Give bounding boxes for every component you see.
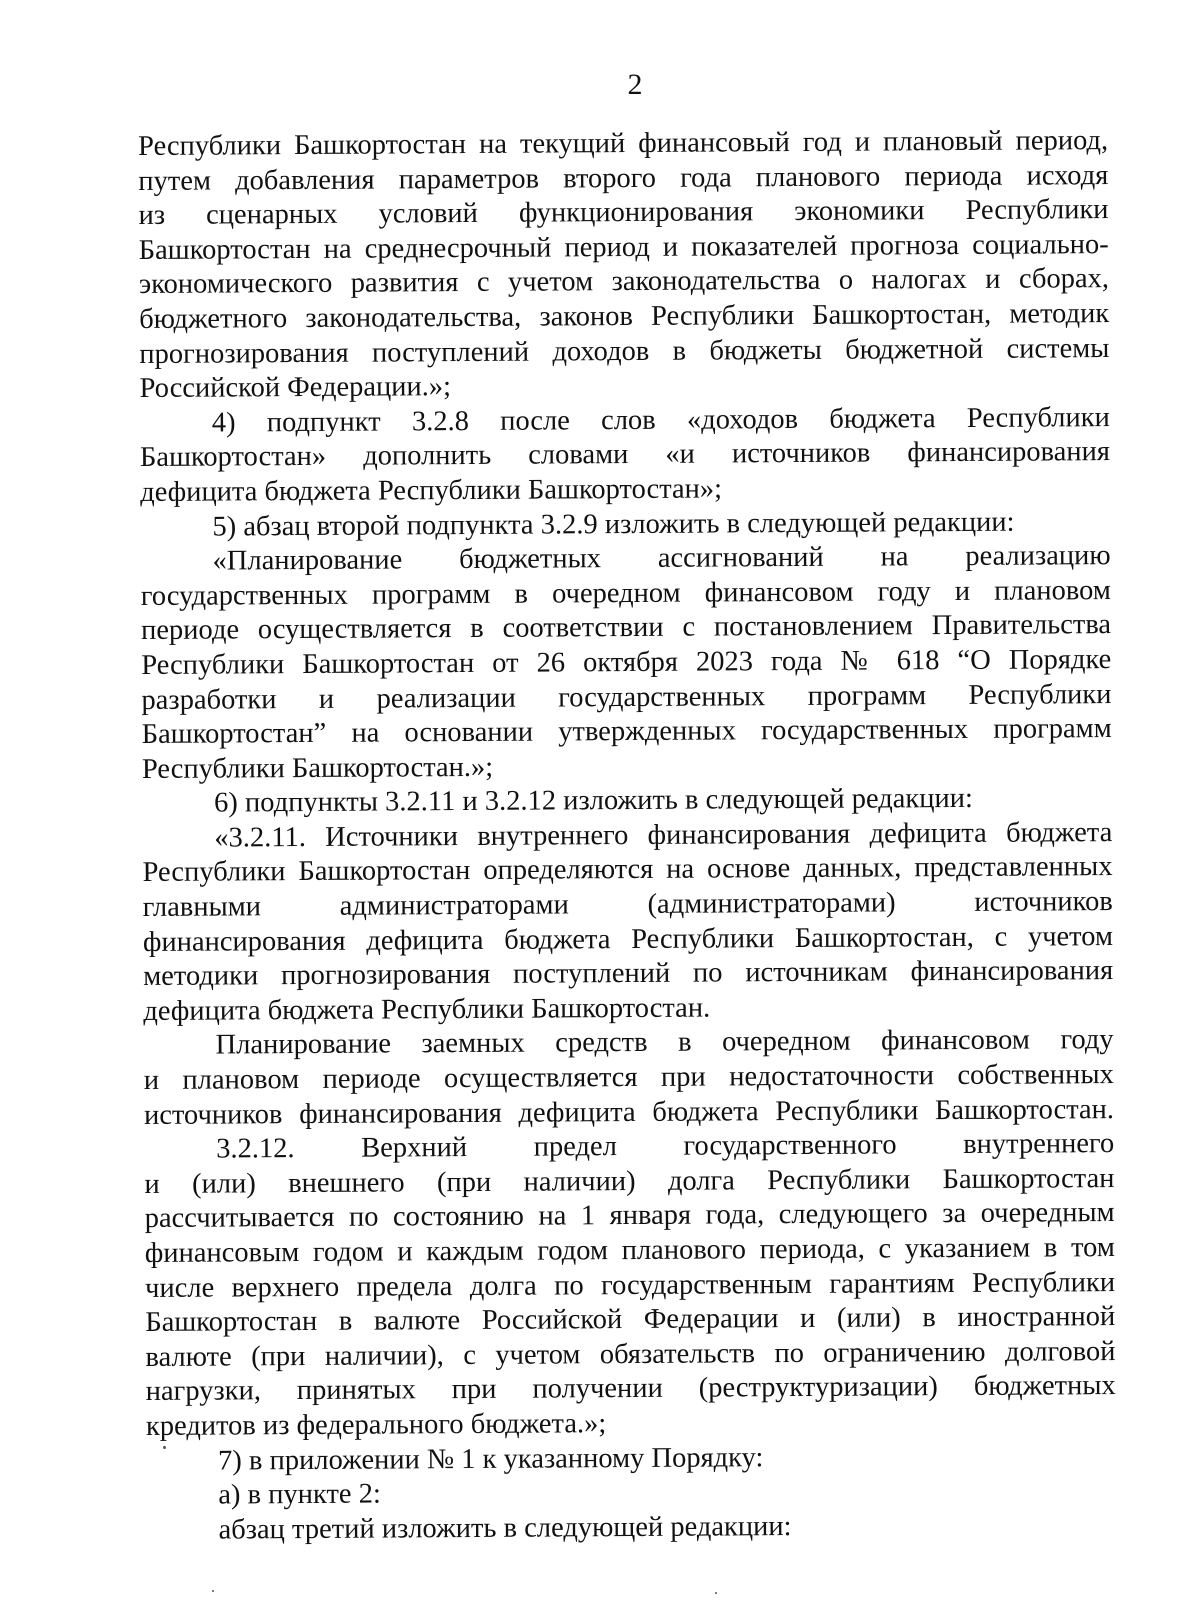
scan-speck <box>212 1590 214 1592</box>
text-line: «3.2.11. Источники внутреннего финансирования дефицита бюджета <box>214 816 1113 854</box>
text-line: финансовым годом и каждым годом планового периода, с указанием в том <box>144 1232 1115 1269</box>
text-line: разработки и реализации государственных программ Республики <box>141 678 1112 716</box>
text-line: Башкортостан» дополнить словами «и источников финансирования <box>139 436 1111 474</box>
text-line: 7) в приложении № 1 к указанному Порядку: <box>218 1441 764 1477</box>
text-line: Республики Башкортостан на текущий финансовый год и плановый период, <box>138 125 1109 162</box>
text-line: 5) абзац второй подпункта 3.2.9 изложить в следующей редакции: <box>212 506 1015 543</box>
text-line: Республики Башкортостан.»; <box>141 751 494 785</box>
text-line: Республики Башкортостан определяются на основе данных, представленных <box>142 851 1113 889</box>
text-line: 6) подпункты 3.2.11 и 3.2.12 изложить в следующей редакции: <box>214 783 974 819</box>
text-line: Российской Федерации.»; <box>139 371 452 405</box>
scan-speck <box>163 1446 166 1449</box>
text-line: валюте (при наличии), с учетом обязательств по ограничению долговой <box>145 1335 1116 1373</box>
text-line: периоде осуществляется в соответствии с постановлением Правительства <box>140 609 1112 647</box>
text-line: государственных программ в очередном финансовом году и плановом <box>140 574 1111 612</box>
text-line: прогнозирования поступлений доходов в бюджеты бюджетной системы <box>139 332 1110 370</box>
text-line: главными администраторами (администраторами) источников <box>142 886 1113 924</box>
text-line: из сценарных условий функционирования экономики Республики <box>138 194 1109 232</box>
text-line: рассчитывается по состоянию на 1 января года, следующего за очередным <box>144 1197 1115 1235</box>
scan-speck <box>715 1592 717 1594</box>
text-line: дефицита бюджета Республики Башкортостан. <box>143 992 711 1027</box>
text-line: Башкортостан на среднесрочный период и показателей прогноза социально- <box>138 228 1109 266</box>
text-line: кредитов из федерального бюджета.»; <box>145 1408 607 1442</box>
text-line: источников финансирования дефицита бюджета Республики Башкортостан. <box>143 1093 1115 1131</box>
text-line: бюджетного законодательства, законов Республики Башкортостан, методик <box>139 298 1110 335</box>
text-line: и (или) внешнего (при наличии) долга Республики Башкортостан <box>144 1162 1115 1200</box>
text-line: числе верхнего предела долга по государственным гарантиям Республики <box>144 1266 1116 1304</box>
text-line: финансирования дефицита бюджета Республики Башкортостан, с учетом <box>142 920 1114 958</box>
text-line: Планирование заемных средств в очередном финансовом году <box>215 1024 1114 1061</box>
document-body <box>138 124 1117 1548</box>
text-line: нагрузки, принятых при получении (реструктуризации) бюджетных <box>145 1370 1116 1408</box>
text-line: 3.2.12. Верхний предел государственного внутреннего <box>216 1128 1115 1165</box>
text-line: 4) подпункт 3.2.8 после слов «доходов бюджета Республики <box>211 401 1110 439</box>
text-line: экономического развития с учетом законодательства о налогах и сборах, <box>138 263 1110 301</box>
text-line: дефицита бюджета Республики Башкортостан»; <box>140 473 723 508</box>
page-number: 2 <box>627 68 643 101</box>
text-line: Башкортостан в валюте Российской Федерации и (или) в иностранной <box>145 1301 1116 1339</box>
text-line: «Планирование бюджетных ассигнований на реализацию <box>212 540 1111 577</box>
text-line: путем добавления параметров второго года планового периода исходя <box>138 159 1109 197</box>
text-line: а) в пункте 2: <box>218 1478 381 1511</box>
text-line: и плановом периоде осуществляется при недостаточности собственных <box>143 1059 1114 1097</box>
text-line: абзац третий изложить в следующей редакции: <box>218 1510 792 1546</box>
text-line: Республики Башкортостан от 26 октября 2023 года № 618 “О Порядке <box>141 643 1112 681</box>
text-line: методики прогнозирования поступлений по источникам финансирования <box>143 955 1114 993</box>
text-line: Башкортостан” на основании утвержденных государственных программ <box>141 713 1112 751</box>
